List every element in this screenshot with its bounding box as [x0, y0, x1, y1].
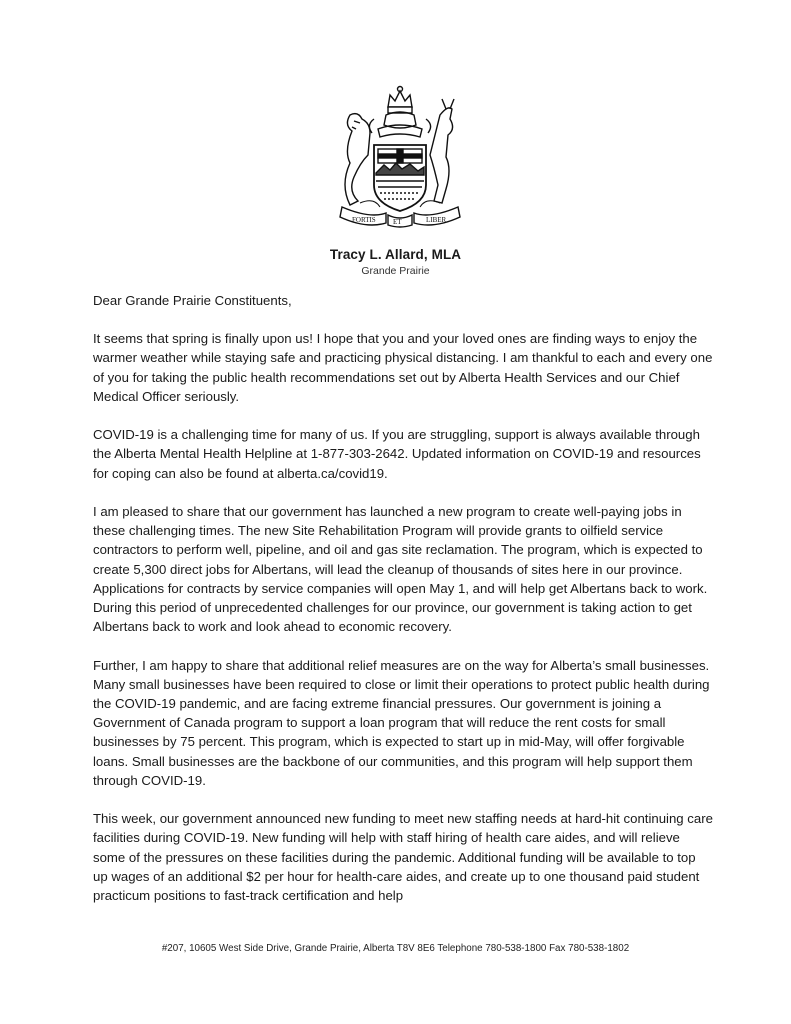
paragraph-greeting: It seems that spring is finally upon us! I hope that you and your loved ones are finding ways to enjoy the warmer weather while staying safe and practicing physical distancing. I am thankful to each and every one of you for taking the public health recommendations set out by Alberta Health Services and our Chief Medical Officer seriously.: [93, 331, 713, 404]
svg-text:ET: ET: [393, 218, 402, 226]
svg-text:FORTIS: FORTIS: [352, 216, 376, 224]
letter-body: [93, 291, 713, 924]
salutation: Dear Grande Prairie Constituents,: [93, 293, 292, 308]
svg-text:LIBER: LIBER: [426, 216, 447, 224]
mla-name: Tracy L. Allard, MLA: [329, 247, 462, 262]
paragraph-continuing-care: This week, our government announced new funding to meet new staffing needs at hard-hit continuing care facilities during COVID-19. New funding will help with staff hiring of health care aides, and will relieve some of the pressures on these facilities during the pandemic. Additional funding will be available to top up wages of an additional $2 per hour for health-care aides, and create up to one thousand paid student practicum positions to fast-track certification and help: [93, 811, 713, 904]
paragraph-mental-health: COVID-19 is a challenging time for many of us. If you are struggling, support is always available through the Alberta Mental Health Helpline at 1-877-303-2642. Updated information on COVID-19 and resources for coping can also be found at alberta.ca/covid19.: [93, 427, 701, 481]
riding-name: Grande Prairie: [361, 265, 430, 277]
paragraph-small-business: Further, I am happy to share that additional relief measures are on the way for Alberta’s small businesses. Many small businesses have been required to close or limit their operations to protect public health during the COVID-19 pandemic, and are facing extreme financial pressures. Our government is joining a Government of Canada program to support a loan program that will reduce the rent costs for small businesses by 75 percent. This program, which is expected to start up in mid-May, will offer forgivable loans. Small businesses are the backbone of our communities, and this program will help support them through COVID-19.: [93, 657, 710, 788]
alberta-coat-of-arms-icon: [330, 85, 470, 237]
footer-address: #207, 10605 West Side Drive, Grande Prairie, Alberta T8V 8E6 Telephone 780-538-1800 Fax 780-538-1802: [161, 943, 630, 954]
paragraph-site-rehabilitation: I am pleased to share that our government has launched a new program to create well-paying jobs in these challenging times. The new Site Rehabilitation Program will provide grants to oilfield service contractors to perform well, pipeline, and oil and gas site reclamation. The program, which is expected to create 5,300 direct jobs for Albertans, will lead the cleanup of thousands of sites here in our province. Applications for contracts by service companies will open May 1, and will help get Albertans back to work. During this period of unprecedented challenges for our province, our government is taking action to get Albertans back to work and look ahead to economic recovery.: [93, 504, 708, 635]
